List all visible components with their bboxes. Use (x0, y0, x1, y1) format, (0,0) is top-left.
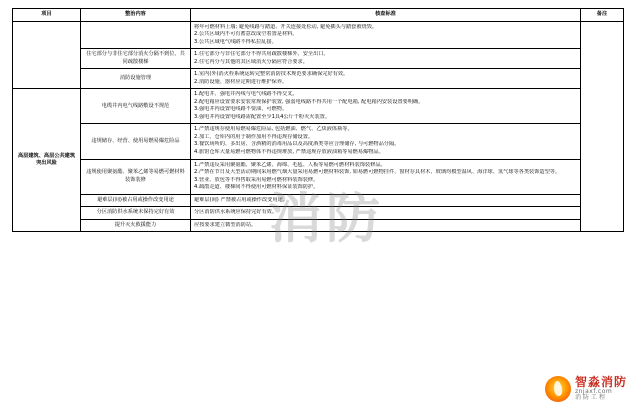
row-standard (191, 69, 581, 89)
header-item: 项目 (13, 9, 81, 22)
table-row (13, 159, 624, 194)
row-standard (191, 89, 581, 124)
standard-line: 3.强电井内设置电线路不要油、可燃物。 (194, 106, 288, 113)
row-content: 分区消防供水系统未保持完好有效 (81, 207, 191, 220)
row-item-group-label: 高层建筑、高层公共建筑突出风险 (13, 89, 81, 232)
header-content: 整治内容 (81, 9, 191, 22)
row-note (581, 21, 624, 232)
standard-line: 3.餐饮场所的、多出房、含酒精的消毒用品以及高度酒类等应合理储存, 与可燃物品分隔。 (194, 141, 400, 148)
brand-text (575, 376, 627, 401)
table-row (13, 69, 624, 89)
standard-line: 2.公共区域内不可有蓄意改成空着置是材料。 (194, 31, 298, 38)
table-header (13, 9, 624, 22)
row-standard (191, 124, 581, 159)
row-content (81, 21, 191, 49)
table-row (13, 207, 624, 220)
table-row (13, 219, 624, 232)
table-row (13, 21, 624, 49)
standard-line: 3.营业、放包等不得售取采用易燃可燃材料装饰装修。 (194, 176, 319, 183)
standard-line: 将年可燃材料上墙; 避免线路与踏道、开关连接处松动, 避免插头与踏套被烧毁。 (194, 23, 378, 30)
row-content: 住宅部分与非住宅部分消火分隔不到位、共同疏散楼梯 (81, 49, 191, 69)
row-standard (191, 219, 581, 232)
standard-line: 4.旅馆仓库大量易燃可燃物体不得违规堆放, 严禁违规存放液油箱等易燃易爆物品。 (194, 148, 384, 155)
standard-line: 2.严禁在节日及大型活动期间采用燃气烟大量采用易燃可燃材料装饰, 如易燃可燃物挂件、窗材存具材木、玻璃均模型温风、海洋球、氢气球等各类装饰造型等。 (194, 169, 561, 176)
row-content: 避难层(间)被占用或操作改变用途 (81, 194, 191, 207)
standard-line: 1.住宅部分与非住宅部分不得共用疏散楼梯外、安全出口。 (194, 51, 329, 58)
row-standard (191, 194, 581, 207)
inspection-table (12, 8, 624, 232)
standard-line: 2.住宅内分与其他的其区域消火分隔应符合要求。 (194, 58, 308, 65)
standard-line: 2.配电箱应设置要求安装常规保护装置, 强弱电线路不得共用一个配电箱, 配电箱内安装设置要明确。 (194, 98, 424, 105)
row-standard (191, 159, 581, 194)
table-body (13, 21, 624, 232)
table-row (13, 49, 624, 69)
brand-name: 智淼消防 (574, 375, 627, 390)
table-row (13, 89, 624, 124)
standard-line: 3.强电井内设置电线路需配置至少1具4公斤干粉灭火装置。 (194, 113, 331, 120)
row-content: 电缆井内电气线路敷设不规范 (81, 89, 191, 124)
brand-logo (545, 376, 627, 402)
row-content: 消防设施管理 (81, 69, 191, 89)
table-row (13, 194, 624, 207)
standard-line: 应按要求建立微型消防站。 (194, 221, 257, 228)
row-content: 违规储存、经营、使用易燃易爆危险品 (81, 124, 191, 159)
standard-line: 1.严禁违规存使用易燃易爆危险品, 包括燃油、燃气、乙炔液体瓶等。 (194, 126, 353, 133)
table-header-row (13, 9, 624, 22)
standard-line: 3.公共区域电气线路不得私拉乱接。 (194, 38, 277, 45)
watermark-text: 消防 (268, 187, 384, 250)
table-row (13, 124, 624, 159)
standard-line: 分区消防供水系统应保持完好有效。 (194, 209, 278, 216)
brand-domain: znjaxf.com (574, 388, 613, 395)
standard-line: 4.疏散走道、楼梯间不得使用可燃材料保证装饰防护。 (194, 184, 319, 191)
flame-icon (545, 376, 571, 402)
standard-line: 避难层(间) 严禁被占用或操作改变用途。 (194, 196, 288, 203)
standard-line: 1.严禁违反采用聚氨酯、聚苯乙烯、海绵、毛毡、人板等易燃可燃材料装饰装修品。 (194, 161, 386, 168)
standard-line: 1.配电井、强电井内线与电气线路不得交叉。 (194, 91, 298, 98)
standard-line: 2.加工、仓库内的用于制作加用不得违规存储设置。 (194, 133, 314, 140)
header-note: 备注 (581, 9, 624, 22)
standard-line: 1.室内(外)消火栓系统运转完整常消防技术规范要求确保完好有效。 (194, 71, 349, 78)
row-standard (191, 21, 581, 49)
row-item-cell-blank (13, 21, 81, 89)
row-standard (191, 49, 581, 69)
row-content: 违规使用聚氨酯、聚苯乙烯等易燃可燃材料装饰装修 (81, 159, 191, 194)
brand-tagline: 消防工程 (574, 394, 607, 402)
row-content: 提升灭火救援能力 (81, 219, 191, 232)
header-standard: 核查标准 (191, 9, 581, 22)
row-standard (191, 207, 581, 220)
standard-line: 2.消防设施、器材应定期进行维护保养。 (194, 78, 288, 85)
